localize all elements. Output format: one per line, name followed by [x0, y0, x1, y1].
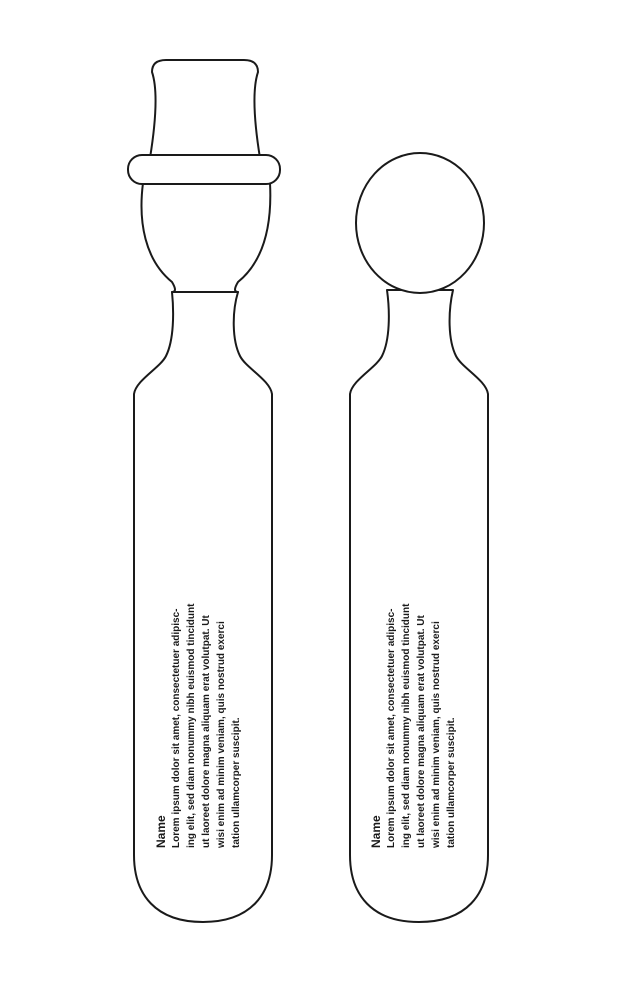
hat-crown: [150, 60, 260, 158]
body-line: tation ullamcorper suscipit.: [446, 717, 457, 848]
body-line: ut laoreet dolore magna aliquam erat volutpat. Ut: [416, 615, 427, 848]
figure-name: Name: [369, 815, 383, 848]
body-line: ing elit, sed diam nonummy nibh euismod tincidunt: [186, 603, 197, 848]
body-line: Lorem ipsum dolor sit amet, consectetuer adipisc-: [171, 608, 182, 848]
body-line: tation ullamcorper suscipit.: [231, 717, 242, 848]
body-line: wisi enim ad minim veniam, quis nostrud exerci: [431, 621, 442, 848]
figure-head: [142, 183, 271, 292]
body-line: Lorem ipsum dolor sit amet, consectetuer adipisc-: [386, 608, 397, 848]
hat-brim: [128, 155, 280, 184]
body-line: ut laoreet dolore magna aliquam erat volutpat. Ut: [201, 615, 212, 848]
body-line: wisi enim ad minim veniam, quis nostrud exerci: [216, 621, 227, 848]
figure-name: Name: [154, 815, 168, 848]
figure-top-hat: [128, 60, 280, 922]
figure-head: [356, 153, 484, 293]
body-line: ing elit, sed diam nonummy nibh euismod tincidunt: [401, 603, 412, 848]
figure-round-head: [350, 153, 488, 922]
